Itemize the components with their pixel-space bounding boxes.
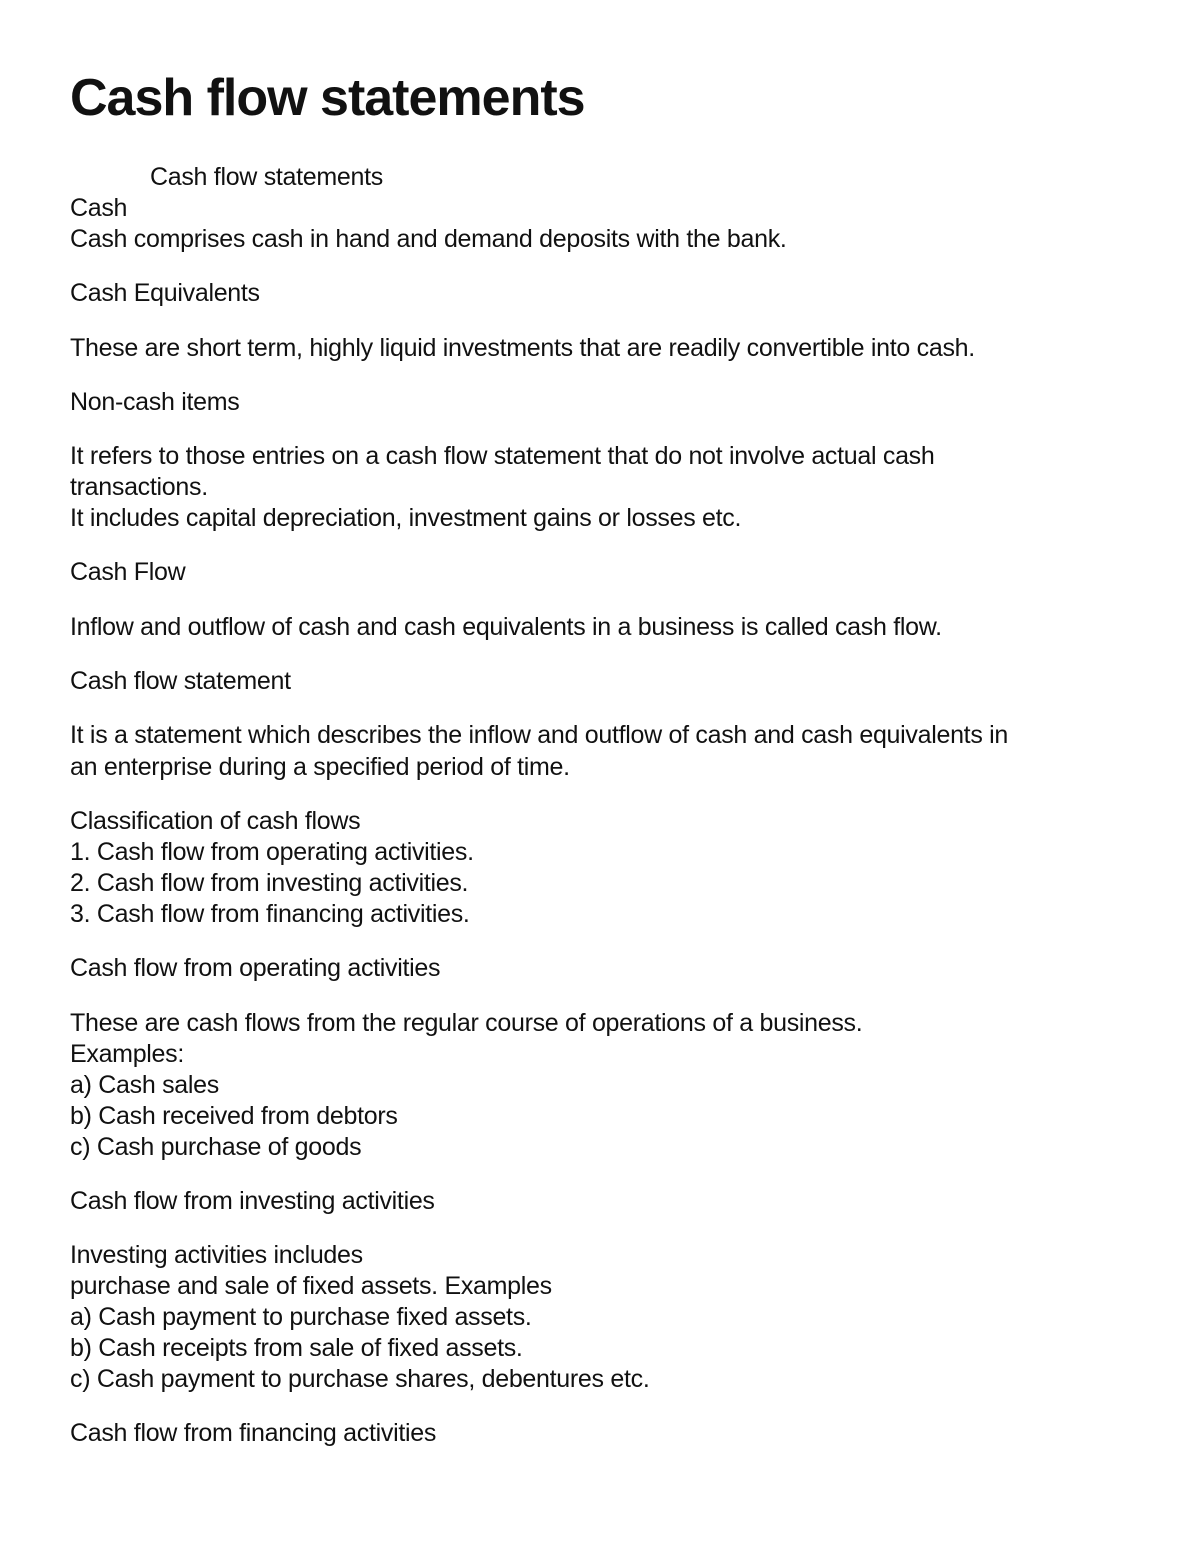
cash-flow-definition: Inflow and outflow of cash and cash equivalents in a business is called cash flow.	[70, 613, 942, 641]
non-cash-items-text-2: transactions.	[70, 473, 208, 501]
classification-item: 1. Cash flow from operating activities.	[70, 838, 474, 866]
investing-heading: Cash flow from investing activities	[70, 1187, 435, 1215]
classification-item: 2. Cash flow from investing activities.	[70, 869, 469, 897]
cash-equivalents-definition: These are short term, highly liquid investments that are readily convertible into cash.	[70, 334, 975, 362]
investing-example: c) Cash payment to purchase shares, debentures etc.	[70, 1365, 650, 1393]
classification-heading: Classification of cash flows	[70, 807, 361, 835]
investing-text-1: Investing activities includes	[70, 1241, 363, 1269]
investing-example: a) Cash payment to purchase fixed assets.	[70, 1303, 532, 1331]
page-title: Cash flow statements	[70, 69, 585, 127]
cash-flow-statement-heading: Cash flow statement	[70, 667, 291, 695]
operating-example: c) Cash purchase of goods	[70, 1133, 362, 1161]
operating-definition: These are cash flows from the regular course of operations of a business.	[70, 1009, 863, 1037]
cash-equivalents-heading: Cash Equivalents	[70, 279, 260, 307]
operating-example: b) Cash received from debtors	[70, 1102, 398, 1130]
non-cash-items-text-1: It refers to those entries on a cash flow statement that do not involve actual cash	[70, 442, 935, 470]
operating-example: a) Cash sales	[70, 1071, 219, 1099]
operating-examples-label: Examples:	[70, 1040, 185, 1068]
financing-heading: Cash flow from financing activities	[70, 1419, 437, 1447]
cash-heading: Cash	[70, 194, 128, 222]
cash-flow-statement-text-1: It is a statement which describes the inflow and outflow of cash and cash equivalents in	[70, 721, 1009, 749]
investing-example: b) Cash receipts from sale of fixed assets.	[70, 1334, 523, 1362]
non-cash-items-text-3: It includes capital depreciation, investment gains or losses etc.	[70, 504, 742, 532]
investing-text-2: purchase and sale of fixed assets. Examples	[70, 1272, 552, 1300]
subtitle: Cash flow statements	[150, 163, 383, 191]
non-cash-items-heading: Non-cash items	[70, 388, 240, 416]
operating-heading: Cash flow from operating activities	[70, 954, 441, 982]
cash-flow-statement-text-2: an enterprise during a specified period of time.	[70, 753, 570, 781]
classification-item: 3. Cash flow from financing activities.	[70, 900, 470, 928]
cash-definition: Cash comprises cash in hand and demand deposits with the bank.	[70, 225, 787, 253]
cash-flow-heading: Cash Flow	[70, 558, 186, 586]
